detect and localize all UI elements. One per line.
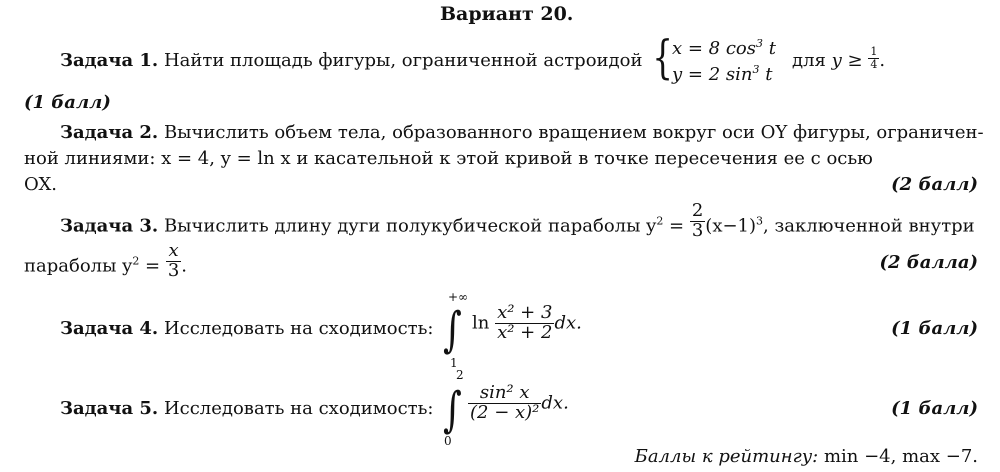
task-4-lower-limit: 1 [450, 356, 458, 370]
page-title: Вариант 20. [440, 3, 574, 25]
integral-sign: ∫ [443, 382, 462, 438]
task-5-score: (1 балл) [891, 398, 978, 419]
task-3-line-2: параболы $y^2$ = $\frac{x}{3}$ . [24, 240, 188, 281]
task-4-integrand: ln $\frac{\text{x² + 3}}{\text{x² + 2}}$ dx. [472, 302, 582, 343]
task-3-score: (2 балла) [879, 252, 978, 273]
task-5-upper-limit: 2 [456, 368, 464, 382]
task-2-score: (2 балл) [891, 174, 978, 195]
task-4-score: (1 балл) [891, 318, 978, 339]
task-2-line-3: OX. [24, 174, 57, 195]
task-4-upper-limit: +∞ [448, 290, 469, 304]
rating-footer: Баллы к рейтингу: min −4, max −7. [634, 446, 978, 467]
task-5-text: Задача 5. Исследовать на сходимость: [60, 398, 434, 419]
task-4-label: Задача 4. [60, 318, 159, 339]
task-1-system-x: x = 8 $\cos^3 t$ [672, 37, 776, 59]
task-5-lower-limit: 0 [444, 434, 452, 448]
task-1-label: Задача 1. [60, 50, 159, 71]
task-2-line-2: ной линиями: x = 4, y = ln x и касательной к этой кривой в точке пересечения ее с осью [24, 148, 873, 169]
task-2-line-1: Задача 2. Вычислить объем тела, образованного вращением вокруг оси OY фигуры, ограничен- [60, 122, 984, 143]
task-1-text: Найти площадь фигуры, ограниченной астроидой [163, 50, 643, 71]
task-5-integrand: $\frac{\text{sin² x}}{\text{(2 − x)²}}$ dx. [470, 382, 569, 423]
task-1-condition: для y ≥ $\frac{1}{4}$ . [792, 44, 886, 71]
task-3-line-1: Задача 3. Вычислить длину дуги полукубической параболы $y^2$ = $\frac{2}{3}$ $(x-1)^3$, заключенной внутри [60, 200, 975, 241]
task-2-label: Задача 2. [60, 122, 159, 143]
task-3-label: Задача 3. [60, 215, 159, 237]
system-brace: { [652, 30, 673, 84]
task-1-system-y: y = 2 $\sin^3 t$ [672, 63, 773, 85]
integral-sign: ∫ [443, 302, 462, 358]
task-5-label: Задача 5. [60, 398, 159, 419]
task-1-score: (1 балл) [24, 92, 111, 113]
task-1 [60, 50, 642, 71]
task-4-text: Задача 4. Исследовать на сходимость: [60, 318, 434, 339]
